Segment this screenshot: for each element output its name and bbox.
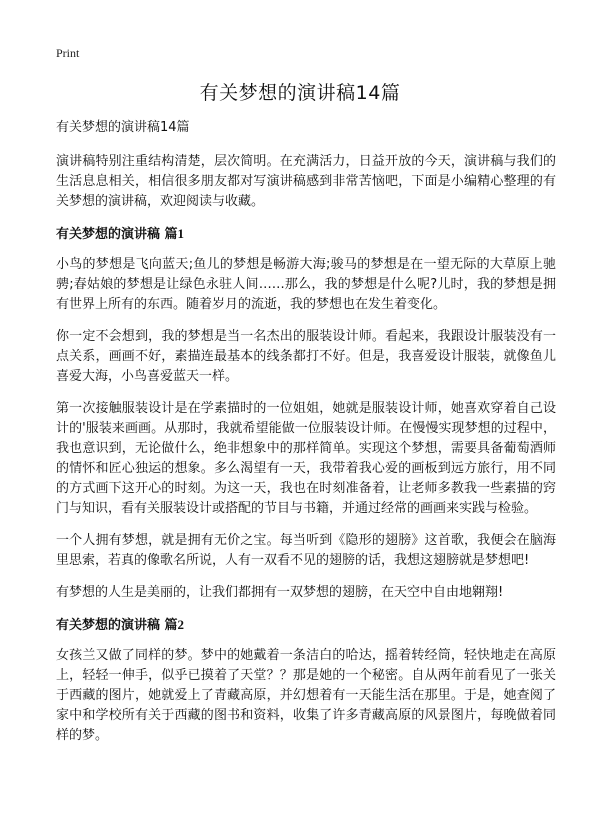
section-heading-text: 有关梦想的演讲稿 篇 bbox=[56, 227, 178, 242]
intro-paragraph: 演讲稿特别注重结构清楚，层次简明。在充满活力，日益开放的今天，演讲稿与我们的生活息息相关，相信很多朋友都对写演讲稿感到非常苦恼吧，下面是小编精心整理的有关梦想的演讲稿，欢迎阅读与收藏。 bbox=[56, 154, 556, 209]
section-heading-text: 有关梦想的演讲稿 篇 bbox=[56, 618, 178, 633]
section-paragraph: 第一次接触服装设计是在学素描时的一位姐姐，她就是服装设计师，她喜欢穿着自己设计的'服装来画画。从那时，我就希望能做一位服装设计师。在慢慢实现梦想的过程中，我也意识到，无论做什么，绝非想象中的那样简单。实现这个梦想，需要具备葡萄酒师的情怀和匠心独运的想象。多么渴望有一天，我带着我心爱的画板到远方旅行，用不同的方式画下这开心的时刻。为这一天，我也在时刻准备着，让老师多教我一些素描的窍门与知识，看有关服装设计或搭配的节目与书籍，并通过经常的画画来实践与检验。 bbox=[56, 401, 556, 516]
page-title: 有关梦想的演讲稿14篇 bbox=[199, 82, 401, 104]
print-link[interactable]: Print bbox=[56, 46, 80, 60]
section-paragraph: 你一定不会想到，我的梦想是当一名杰出的服装设计师。看起来，我跟设计服装没有一点关系，画画不好，素描连最基本的线条都打不好。但是，我喜爱设计服装，就像鱼儿喜爱大海，小鸟喜爱蓝天一样。 bbox=[56, 329, 556, 384]
section-heading bbox=[56, 615, 556, 636]
section-heading bbox=[56, 224, 556, 245]
document-content bbox=[56, 118, 556, 758]
section-heading-number: 2 bbox=[177, 617, 185, 632]
section-paragraph: 有梦想的人生是美丽的，让我们都拥有一双梦想的翅膀，在天空中自由地翱翔! bbox=[56, 585, 504, 600]
section-paragraph: 女孩兰又做了同样的梦。梦中的她戴着一条洁白的哈达，摇着转经筒，轻快地走在高原上，轻轻一伸手，似乎已摸着了天堂？？那是她的一个秘密。自从两年前看见了一张关于西藏的图片，她就爱上了青藏高原，并幻想着有一天能生活在那里。于是，她查阅了家中和学校所有关于西藏的图书和资料，收集了许多青藏高原的风景图片，每晚做着同样的梦。 bbox=[56, 648, 556, 743]
section-paragraph: 小鸟的梦想是飞向蓝天;鱼儿的梦想是畅游大海;骏马的梦想是在一望无际的大草原上驰骋;春姑娘的梦想是让绿色永驻人间……那么，我的梦想是什么呢?儿时，我的梦想是拥有世界上所有的东西。随着岁月的流逝，我的梦想也在发生着变化。 bbox=[56, 257, 556, 312]
section-heading-number: 1 bbox=[177, 226, 185, 241]
section-paragraph: 一个人拥有梦想，就是拥有无价之宝。每当听到《隐形的翅膀》这首歌，我便会在脑海里思索，若真的像歌名所说，人有一双看不见的翅膀的话，我想这翅膀就是梦想吧! bbox=[56, 533, 556, 568]
document-subtitle: 有关梦想的演讲稿14篇 bbox=[56, 120, 190, 135]
